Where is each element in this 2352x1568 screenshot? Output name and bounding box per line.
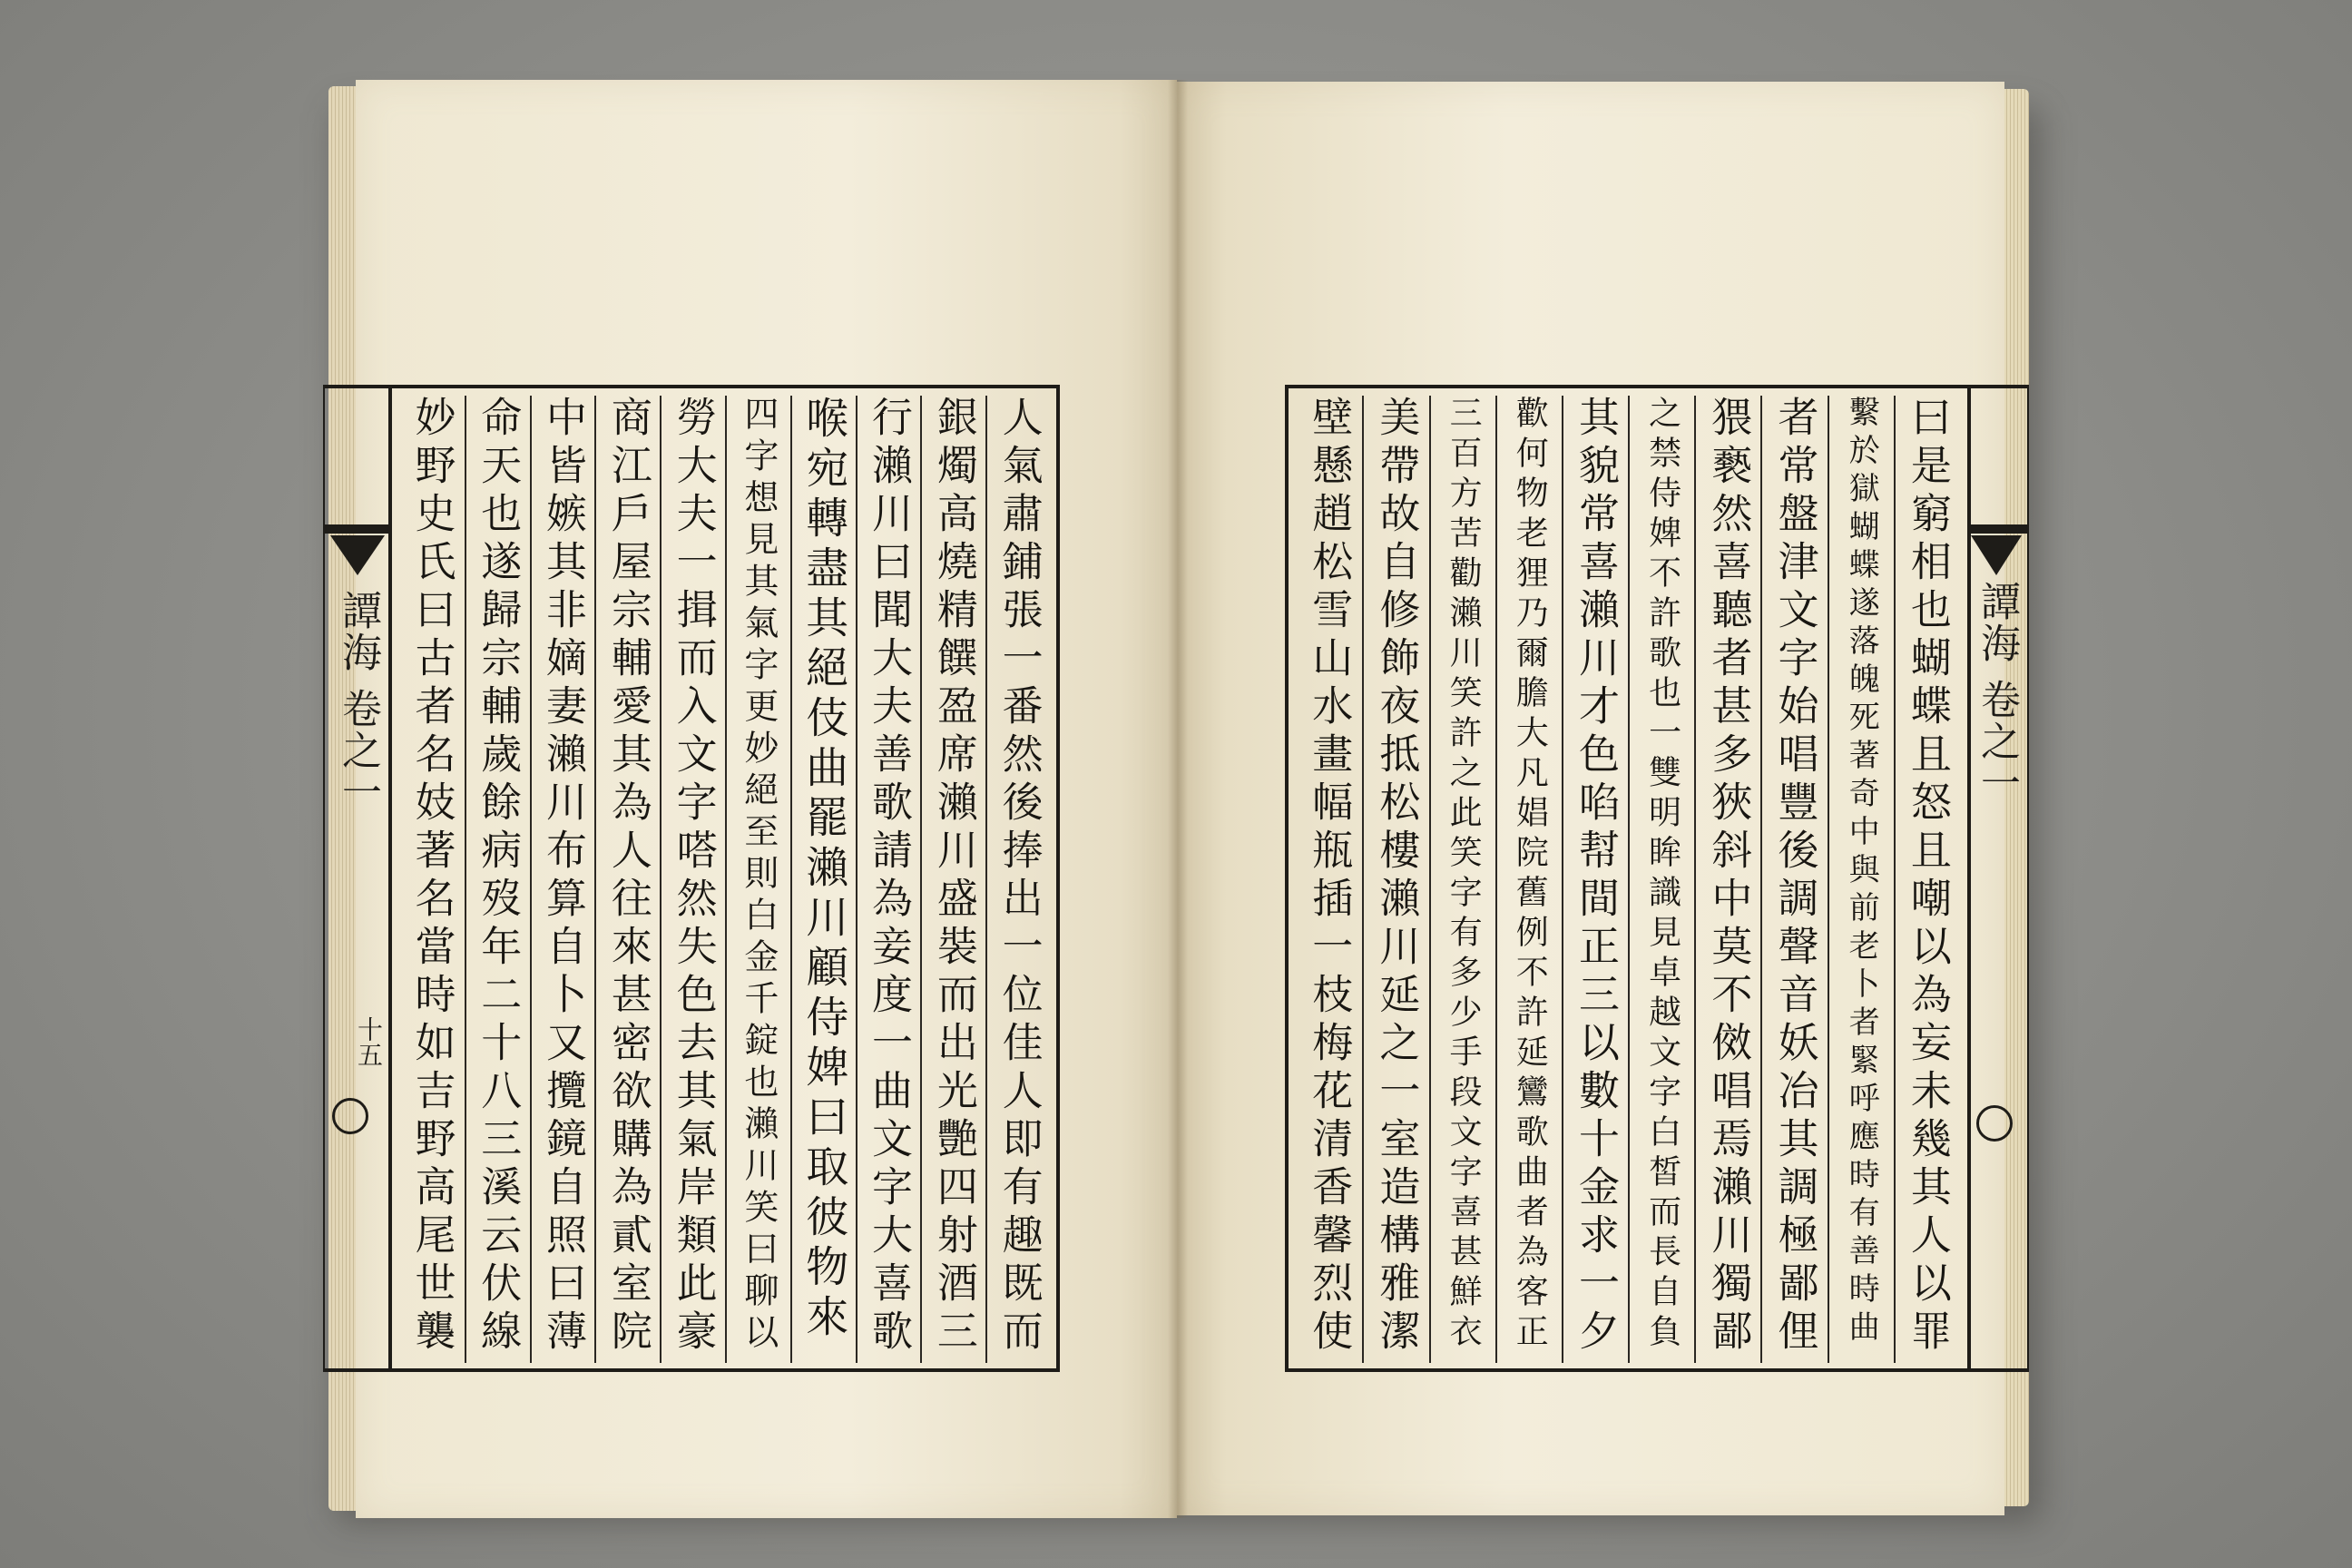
left-column-8: 中皆嫉其非嫡妻瀨川布算自卜又攬鏡自照曰薄 — [530, 396, 595, 1363]
right-column-1: 曰是窮相也蝴蝶且怒且嘲以為妄未幾其人以罪 — [1894, 396, 1960, 1363]
left-column-6: 勞大夫一揖而入文字嗒然失色去其氣岸類此豪 — [660, 396, 725, 1363]
right-column-2: 繫於獄蝴蝶遂落魄死著奇中與前老卜者緊呼應時有善時曲 — [1828, 396, 1894, 1363]
right-column-10: 壁懸趙松雪山水畫幅瓶插一枝梅花清香馨烈使 — [1305, 396, 1354, 1357]
right-column-3: 者常盤津文字始唱豐後調聲音妖冶其調極鄙俚 — [1760, 396, 1827, 1363]
right-ring-mark — [1976, 1105, 2013, 1142]
right-column-4: 猥褻然喜聽者甚多狹斜中莫不傚唱焉瀨川獨鄙 — [1694, 396, 1760, 1363]
left-fishtail-mark — [330, 535, 385, 575]
right-column-5: 之禁侍婢不許歌也一雙明眸識見卓越文字白皙而長自負 — [1628, 396, 1694, 1363]
left-folio-number: 十五 — [354, 1016, 384, 1067]
right-column-6: 其貌常喜瀨川才色啗幇間正三以數十金求一夕 — [1562, 396, 1628, 1363]
right-hanshin-title: 譚海 卷之一 — [1974, 581, 2020, 804]
right-fishtail-mark — [1971, 535, 2022, 575]
left-hanshin-title: 譚海 卷之一 — [335, 590, 381, 813]
left-column-10: 妙野史氏曰古者名妓著名當時如吉野高尾世襲 — [407, 396, 456, 1357]
right-column-7: 歡何物老狸乃爾膽大凡娼院舊例不許延鸞歌曲者為客正 — [1495, 396, 1562, 1363]
left-ring-mark — [332, 1098, 368, 1134]
right-hanshin-bar — [1967, 524, 2029, 534]
left-column-5: 四字想見其氣字更妙絕至則白金千錠也瀨川笑曰聊以 — [725, 396, 790, 1363]
left-hanshin-bar — [323, 524, 392, 534]
left-column-1: 人氣肅鋪張一番然後捧出一位佳人即有趣既而 — [985, 396, 1051, 1363]
right-column-9: 美帶故自修飾夜抵松樓瀨川延之一室造構雅潔 — [1362, 396, 1428, 1363]
left-column-4: 喉宛轉盡其絕伎曲罷瀨川顧侍婢曰取彼物來 — [790, 396, 856, 1363]
left-column-2: 銀燭高燒精饌盈席瀨川盛裝而出光艷四射酒三 — [920, 396, 985, 1363]
left-column-3: 行瀨川曰聞大夫善歌請為妾度一曲文字大喜歌 — [856, 396, 921, 1363]
left-column-7: 商江戶屋宗輔愛其為人往來甚密欲購為貳室院 — [594, 396, 660, 1363]
book-gutter — [1168, 80, 1188, 1518]
left-text-columns — [399, 396, 1051, 1363]
right-column-8: 三百方苦勸瀨川笑許之此笑字有多少手段文字喜甚鮮衣 — [1429, 396, 1495, 1363]
left-column-9: 命天也遂歸宗輔歲餘病歿年二十八三溪云伏線 — [465, 396, 530, 1363]
right-text-columns — [1296, 396, 1960, 1363]
